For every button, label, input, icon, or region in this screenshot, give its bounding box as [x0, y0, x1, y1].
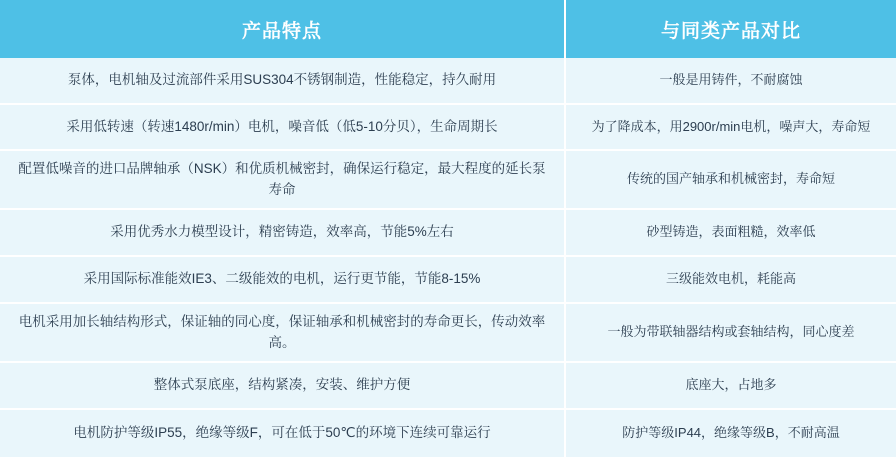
feature-cell: [0, 210, 566, 255]
table-row: [0, 304, 896, 363]
feature-cell: [0, 363, 566, 408]
table-header-row: [0, 0, 896, 58]
table-row: [0, 363, 896, 410]
table-header-product-features: 产品特点: [0, 0, 566, 58]
table-row: [0, 58, 896, 105]
table-row: [0, 151, 896, 210]
comparison-cell: [566, 304, 896, 361]
feature-cell: [0, 151, 566, 208]
feature-text: 整体式泵底座，结构紧凑，安装、维护方便: [153, 377, 411, 393]
feature-text: 电机防护等级IP55，绝缘等级F，可在低于50℃的环境下连续可靠运行: [73, 425, 491, 441]
feature-cell: [0, 257, 566, 302]
table-row: [0, 257, 896, 304]
comparison-cell: [566, 105, 896, 149]
feature-cell: [0, 58, 566, 103]
table-row: [0, 105, 896, 151]
comparison-text: 砂型铸造，表面粗糙，效率低: [646, 224, 816, 240]
comparison-text: 底座大，占地多: [685, 377, 777, 393]
comparison-cell: [566, 410, 896, 457]
feature-text: 配置低噪音的进口品牌轴承（NSK）和优质机械密封，确保运行稳定，最大程度的延长泵寿命: [18, 160, 546, 197]
comparison-cell: [566, 58, 896, 103]
feature-cell: [0, 105, 566, 149]
table-row: [0, 410, 896, 457]
comparison-text: 防护等级IP44，绝缘等级B，不耐高温: [622, 425, 840, 441]
comparison-text: 三级能效电机，耗能高: [665, 271, 796, 287]
comparison-text: 为了降成本，用2900r/min电机，噪声大，寿命短: [591, 118, 871, 134]
feature-text: 电机采用加长轴结构形式，保证轴的同心度，保证轴承和机械密封的寿命更长，传动效率高。: [18, 313, 546, 350]
comparison-cell: [566, 257, 896, 302]
feature-text: 泵体，电机轴及过流部件采用SUS304不锈钢制造，性能稳定，持久耐用: [67, 72, 497, 88]
feature-text: 采用优秀水力模型设计，精密铸造，效率高，节能5%左右: [110, 224, 454, 240]
comparison-text: 一般是用铸件，不耐腐蚀: [659, 72, 803, 88]
comparison-text: 一般为带联轴器结构或套轴结构，同心度差: [607, 324, 855, 340]
table-header-comparison: 与同类产品对比: [660, 20, 801, 42]
feature-cell: [0, 304, 566, 361]
feature-cell: [0, 410, 566, 457]
comparison-cell: [566, 210, 896, 255]
feature-text: 采用国际标准能效IE3、二级能效的电机，运行更节能，节能8-15%: [83, 271, 481, 287]
table-row: [0, 210, 896, 257]
comparison-cell: [566, 363, 896, 408]
comparison-cell: [566, 151, 896, 208]
comparison-text: 传统的国产轴承和机械密封，寿命短: [626, 171, 835, 187]
feature-text: 采用低转速（转速1480r/min）电机，噪音低（低5-10分贝），生命周期长: [66, 118, 498, 134]
